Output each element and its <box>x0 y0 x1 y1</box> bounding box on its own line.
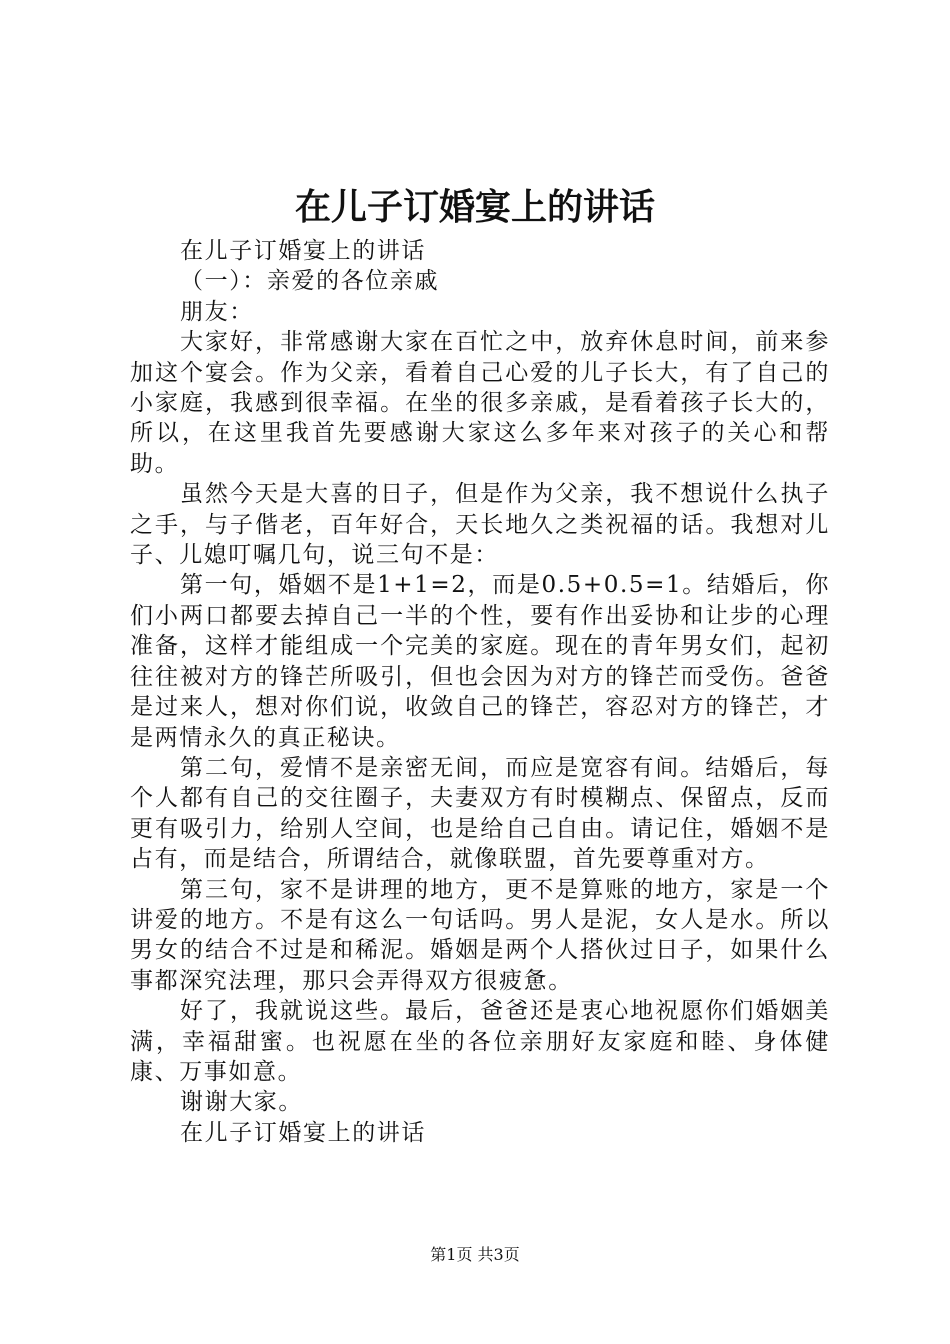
document-body <box>130 236 830 1148</box>
paragraph-greeting: 大家好，非常感谢大家在百忙之中，放弃休息时间，前来参加这个宴会。作为父亲，看着自己心爱的儿子长大，有了自己的小家庭，我感到很幸福。在坐的很多亲戚，是看着孩子长大的，所以，在这里我首先要感谢大家这么多年来对孩子的关心和帮助。 <box>130 329 830 477</box>
paragraph-thanks: 谢谢大家。 <box>180 1089 303 1116</box>
paragraph-second-point: 第二句，爱情不是亲密无间，而应是宽容有间。结婚后，每个人都有自己的交往圈子，夫妻双方有时模糊点、保留点，反而更有吸引力，给别人空间，也是给自己自由。请记住，婚姻不是占有，而是结合，所谓结合，就像联盟，首先要尊重对方。 <box>130 754 830 873</box>
paragraph-intro: 虽然今天是大喜的日子，但是作为父亲，我不想说什么执子之手，与子偕老，百年好合，天长地久之类祝福的话。我想对儿子、儿媳叮嘱几句，说三句不是： <box>130 481 830 569</box>
paragraph-third-point: 第三句，家不是讲理的地方，更不是算账的地方，家是一个讲爱的地方。不是有这么一句话吗。男人是泥，女人是水。所以男女的结合不过是和稀泥。婚姻是两个人搭伙过日子，如果什么事都深究法理，那只会弄得双方很疲惫。 <box>130 876 830 994</box>
document-title: 在儿子订婚宴上的讲话 <box>294 186 655 228</box>
paragraph-first-point: 第一句，婚姻不是1+1=2，而是0.5+0.5=1。结婚后，你们小两口都要去掉自己一半的个性，要有作出妥协和让步的心理准备，这样才能组成一个完美的家庭。现在的青年男女们，起初往往被对方的锋芒所吸引，但也会因为对方的锋芒而受伤。爸爸是过来人，想对你们说，收敛自己的锋芒，容忍对方的锋芒，才是两情永久的真正秘诀。 <box>130 572 830 751</box>
paragraph-salutation: 朋友： <box>180 298 254 325</box>
paragraph-closing: 好了，我就说这些。最后，爸爸还是衷心地祝愿你们婚姻美满，幸福甜蜜。也祝愿在坐的各位亲朋好友家庭和睦、身体健康、万事如意。 <box>130 998 830 1085</box>
paragraph-next-heading: 在儿子订婚宴上的讲话 <box>180 1119 426 1146</box>
paragraph-heading: 在儿子订婚宴上的讲话 <box>180 238 426 264</box>
paragraph-subheading: （一）：亲爱的各位亲戚 <box>180 268 440 295</box>
page-number: 第1页 共3页 <box>430 1245 520 1264</box>
